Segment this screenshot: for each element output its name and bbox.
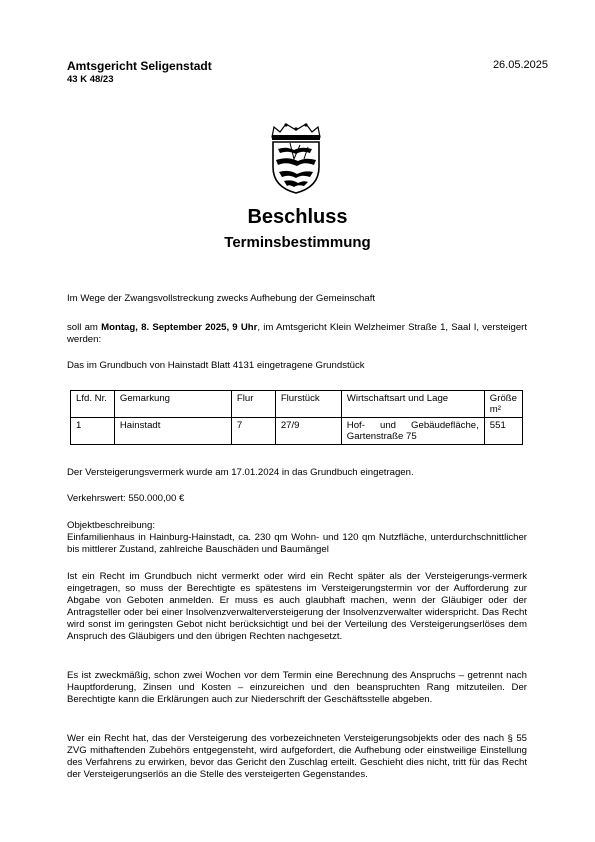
document-date: 26.05.2025 [492,59,548,71]
document-subtitle: Terminsbestimmung [224,234,371,251]
cell-gemarkung: Hainstadt [114,418,231,445]
paragraph-berechnung: Es ist zweckmäßig, schon zwei Wochen vor dem Termin eine Berechnung des Anspruchs – getrennt nach Hauptforderung, Zinsen und Kosten – einzureichen und den beanspruchten Rang mitzuteilen. Der Berechtigte kann die Erklärungen auch zur Niederschrift der Geschäftsstelle abgeben. [67,670,527,705]
cell-flur: 7 [231,418,275,445]
header-groesse: Größe m² [484,391,522,418]
header-gemarkung: Gemarkung [114,391,231,418]
grundbuch-text: Das im Grundbuch von Hainstadt Blatt 4131 eingetragene Grundstück [67,360,365,371]
objekt-label: Objektbeschreibung: [67,520,155,531]
cell-lfd-nr: 1 [71,418,115,445]
table-row [71,418,523,445]
table-header-row [71,391,523,418]
paragraph-anmeldung: Ist ein Recht im Grundbuch nicht vermerkt oder wird ein Recht später als der Versteigerungs-vermerk eingetragen, so muss der Berechtigte es spätestens im Versteigerungstermin vor der Aufforderung zur Abgabe von Geboten anmelden. Er muss es auch glaubhaft machen, wenn der Gläubiger oder der Antragsteller oder bei einer Insolvenzverwalterversteigerung der Insolvenzverwalter widerspricht. Das Recht wird sonst im geringsten Gebot nicht berücksichtigt und bei der Verteilung des Versteigerungserlöses dem Anspruch des Gläubigers und den übrigen Rechten nachgesetzt. [67,571,527,642]
header-wirtschaftsart: Wirtschaftsart und Lage [341,391,484,418]
court-name: Amtsgericht Seligenstadt [67,59,212,73]
document-title: Beschluss [247,206,348,228]
termin-text [67,322,527,346]
header-flurstueck: Flurstück [275,391,341,418]
vermerk-text: Der Versteigerungsvermerk wurde am 17.01.2024 in das Grundbuch eingetragen. [67,467,414,478]
paragraph-aufhebung: Wer ein Recht hat, das der Versteigerung des vorbezeichneten Versteigerungsobjekts oder des nach § 55 ZVG mithaftenden Zubehörs entgegensteht, wird aufgefordert, die Aufhebung oder einstweilige Einstellung des Verfahrens zu erwirken, bevor das Gericht den Zuschlag erteilt. Geschieht dies nicht, tritt für das Recht der Versteigerungserlös an die Stelle des versteigerten Gegenstandes. [67,733,527,780]
termin-suffix: , im Amtsgericht Klein Welzheimer Straße 1, Saal I, versteigert werden: [67,322,528,345]
case-number: 43 K 48/23 [67,74,114,85]
header-lfd-nr: Lfd. Nr. [71,391,115,418]
termin-prefix: soll am [67,322,102,333]
objekt-description: Einfamilienhaus in Hainburg-Hainstadt, ca. 230 qm Wohn- und 120 qm Nutzfläche, unterdurchschnittlicher bis mittlerer Zustand, zahlreiche Bauschäden und Baumängel [67,532,527,555]
hessen-coat-of-arms-icon [264,119,328,195]
cell-wirtschaftsart: Hof- und Gebäudefläche, Gartenstraße 75 [341,418,484,445]
cell-groesse: 551 [484,418,522,445]
header-flur: Flur [231,391,275,418]
termin-date: Montag, 8. September 2025, 9 Uhr [101,322,258,333]
cell-flurstueck: 27/9 [275,418,341,445]
property-table [70,390,523,445]
verkehrswert-text: Verkehrswert: 550.000,00 € [67,493,185,504]
intro-text: Im Wege der Zwangsvollstreckung zwecks Aufhebung der Gemeinschaft [67,293,376,304]
